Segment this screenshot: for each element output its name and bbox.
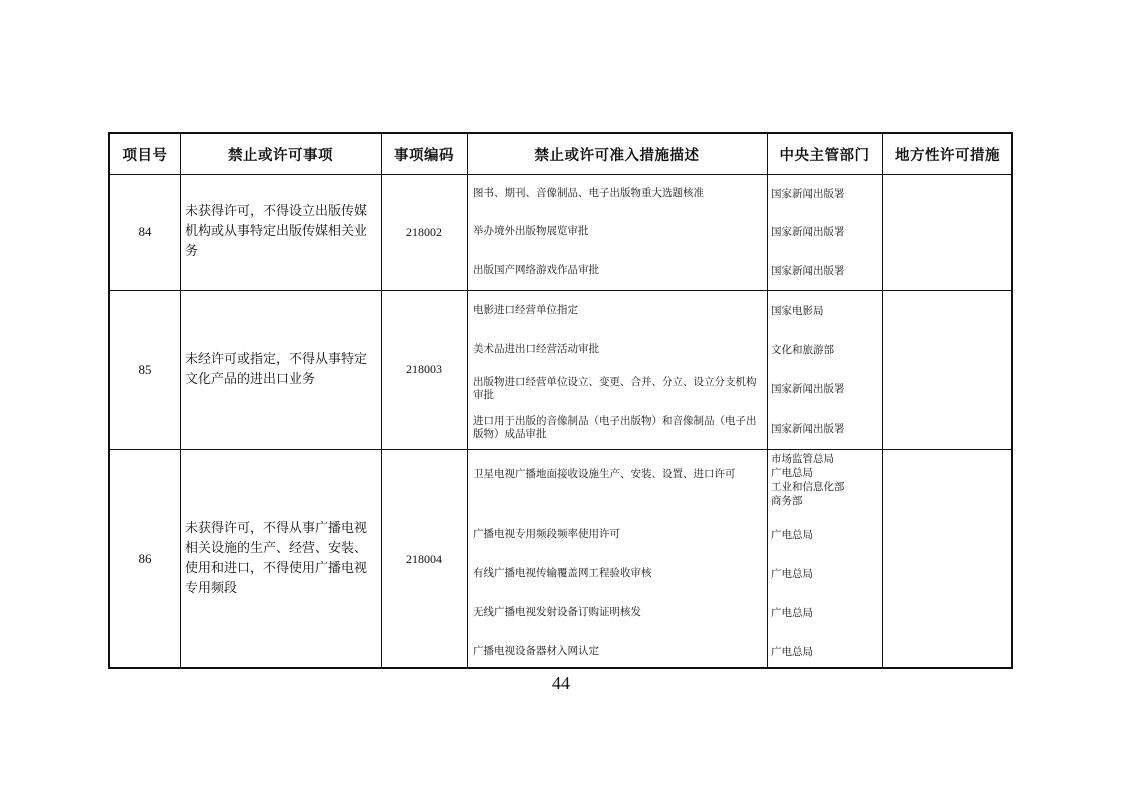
row-item-code: 218002 — [406, 224, 442, 239]
measure-description: 广播电视设备器材入网认定 — [473, 645, 599, 657]
measure-department: 市场监管总局 广电总局 工业和信息化部 商务部 — [771, 453, 845, 507]
column-divider — [467, 134, 468, 667]
measure-department: 广电总局 — [771, 607, 813, 619]
column-divider — [767, 134, 768, 667]
measure-department: 国家新闻出版署 — [771, 226, 845, 238]
measure-department: 广电总局 — [771, 568, 813, 580]
measure-description: 广播电视专用频段频率使用许可 — [473, 528, 620, 540]
header-local-measures: 地方性许可措施 — [895, 147, 1000, 164]
row-item-label: 未获得许可，不得从事广播电视相关设施的生产、经营、安装、使用和进口，不得使用广播电视专用频段 — [185, 521, 368, 596]
measure-department: 国家新闻出版署 — [771, 265, 845, 277]
page-number: 44 — [552, 673, 570, 693]
measure-description: 有线广播电视传输覆盖网工程验收审核 — [473, 567, 652, 579]
header-central-department: 中央主管部门 — [779, 147, 870, 164]
header-measure-description: 禁止或许可准入措施描述 — [534, 147, 700, 164]
header-item-code: 事项编码 — [394, 147, 454, 164]
row-number: 85 — [138, 361, 152, 377]
row-item-text — [180, 174, 381, 290]
measure-description: 卫星电视广播地面接收设施生产、安装、设置、进口许可 — [473, 468, 736, 480]
row-item-label: 未获得许可，不得设立出版传媒机构或从事特定出版传媒相关业务 — [185, 204, 368, 259]
measure-description: 举办境外出版物展览审批 — [473, 225, 589, 237]
measure-description: 电影进口经营单位指定 — [473, 304, 578, 316]
measure-department: 广电总局 — [771, 646, 813, 658]
measure-description: 无线广播电视发射设备订购证明核发 — [473, 606, 641, 618]
measure-description: 出版物进口经营单位设立、变更、合并、分立、设立分支机构审批 — [473, 376, 757, 401]
measure-description: 图书、期刊、音像制品、电子出版物重大选题核准 — [473, 187, 704, 199]
header-prohibited-or-permitted-item: 禁止或许可事项 — [228, 147, 333, 164]
measure-department: 广电总局 — [771, 529, 813, 541]
row-number: 84 — [138, 224, 152, 239]
measure-description: 进口用于出版的音像制品（电子出版物）和音像制品（电子出版物）成品审批 — [473, 415, 757, 440]
row-item-label: 未经许可或指定，不得从事特定文化产品的进出口业务 — [185, 351, 368, 387]
measure-department: 国家新闻出版署 — [771, 188, 845, 200]
row-local-measure — [882, 174, 1013, 290]
row-item-code: 218004 — [406, 551, 442, 566]
measure-description: 出版国产网络游戏作品审批 — [473, 264, 599, 276]
row-item-code: 218003 — [406, 362, 442, 376]
measure-department: 国家新闻出版署 — [771, 423, 845, 435]
measure-department: 国家新闻出版署 — [771, 383, 845, 395]
row-number: 86 — [138, 551, 152, 566]
market-access-table — [108, 132, 1013, 669]
row-item-text — [180, 290, 381, 449]
row-local-measure — [882, 290, 1013, 449]
row-local-measure — [882, 449, 1013, 669]
row-item-text — [180, 449, 381, 669]
measure-department: 文化和旅游部 — [771, 344, 834, 356]
header-project-number: 项目号 — [122, 147, 168, 164]
measure-department: 国家电影局 — [771, 305, 824, 317]
measure-description: 美术品进出口经营活动审批 — [473, 343, 599, 355]
